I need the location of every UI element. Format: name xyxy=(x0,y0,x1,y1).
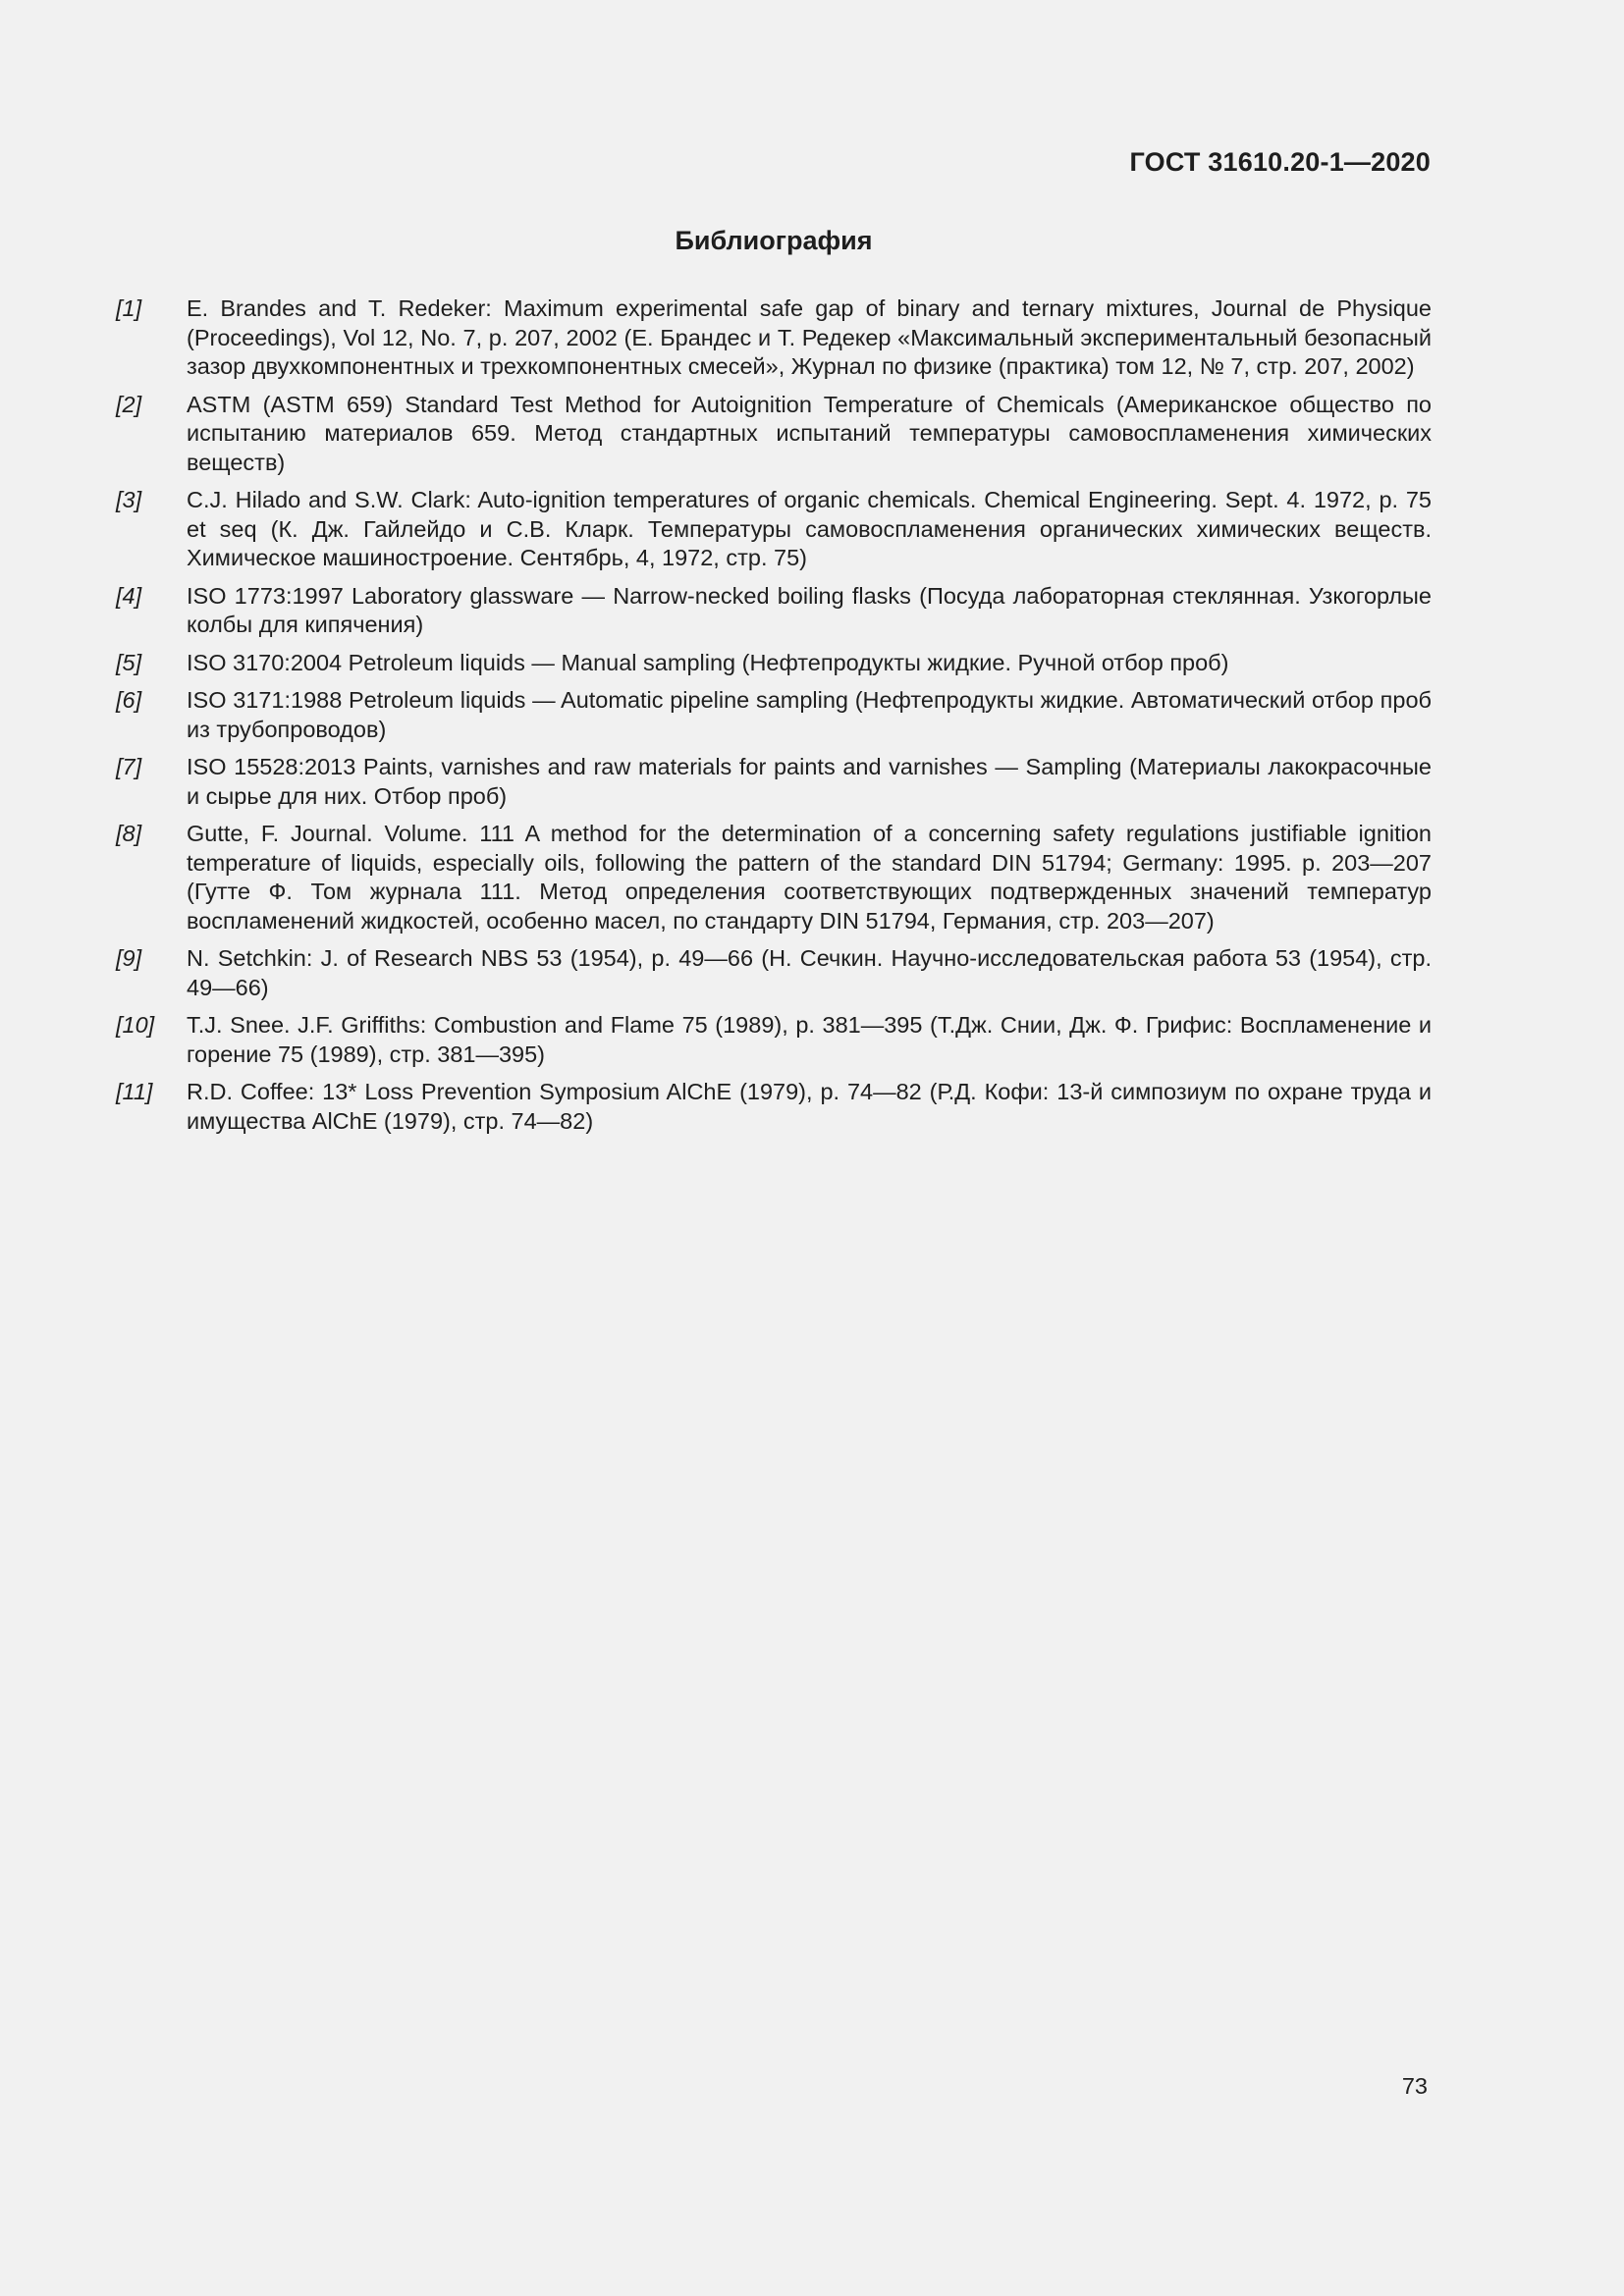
bibliography-item xyxy=(116,486,1432,573)
reference-number: [3] xyxy=(116,487,142,512)
reference-text: C.J. Hilado and S.W. Clark: Auto-ignition temperatures of organic chemicals. Chemical Engineering. Sept. 4. 1972, p. 75 et seq (К. Дж. Гайлейдо и С.В. Кларк. Температуры самовоспламенения органических химических веществ. Химическое машиностроение. Сентябрь, 4, 1972, стр. 75) xyxy=(187,487,1432,570)
reference-number: [5] xyxy=(116,649,142,675)
section-title: Библиография xyxy=(675,226,873,255)
reference-text: T.J. Snee. J.F. Griffiths: Combustion and Flame 75 (1989), p. 381—395 (Т.Дж. Снии, Дж. Ф. Грифис: Воспламенение и горение 75 (1989), стр. 381—395) xyxy=(187,1012,1432,1067)
bibliography-item xyxy=(116,1011,1432,1069)
reference-text: Gutte, F. Journal. Volume. 111 A method for the determination of a concerning safety regulations justifiable ignition temperature of liquids, especially oils, following the pattern of the standard DIN 51794; Germany: 1995. p. 203—207 (Гутте Ф. Том журнала 111. Метод определения соответствующих подтвержденных значений температур воспламенений жидкостей, особенно масел, по стандарту DIN 51794, Германия, стр. 203—207) xyxy=(187,821,1432,934)
reference-number: [7] xyxy=(116,754,142,779)
section-title-wrapper xyxy=(116,226,1432,256)
reference-text: ISO 1773:1997 Laboratory glassware — Narrow-necked boiling flasks (Посуда лабораторная стеклянная. Узкогорлые колбы для кипячения) xyxy=(187,582,1432,637)
reference-text: N. Setchkin: J. of Research NBS 53 (1954), p. 49—66 (Н. Сечкин. Научно-исследовательская работа 53 (1954), стр. 49—66) xyxy=(187,945,1432,1000)
reference-text: ASTM (ASTM 659) Standard Test Method for Autoignition Temperature of Chemicals (Американское общество по испытанию материалов 659. Метод стандартных испытаний температуры самовоспламенения химических веществ) xyxy=(187,391,1432,475)
reference-number: [11] xyxy=(116,1079,153,1104)
bibliography-item xyxy=(116,944,1432,1002)
reference-number: [2] xyxy=(116,391,142,417)
page-number: 73 xyxy=(1401,2073,1428,2099)
reference-number: [6] xyxy=(116,687,142,713)
bibliography-item xyxy=(116,686,1432,744)
reference-number: [1] xyxy=(116,295,142,321)
reference-number: [9] xyxy=(116,945,142,971)
reference-text: ISO 15528:2013 Paints, varnishes and raw materials for paints and varnishes — Sampling (Материалы лакокрасочные и сырье для них. Отбор проб) xyxy=(187,754,1432,809)
reference-number: [4] xyxy=(116,582,142,609)
reference-text: ISO 3171:1988 Petroleum liquids — Automatic pipeline sampling (Нефтепродукты жидкие. Автоматический отбор проб из трубопроводов) xyxy=(187,687,1432,742)
bibliography-item xyxy=(116,582,1432,640)
bibliography-item xyxy=(116,820,1432,935)
bibliography-item xyxy=(116,649,1432,678)
reference-number: [8] xyxy=(116,821,142,846)
reference-text: R.D. Coffee: 13* Loss Prevention Symposium AlChE (1979), p. 74—82 (Р.Д. Кофи: 13-й симпозиум по охране труда и имущества AlChE (1979), стр. 74—82) xyxy=(187,1079,1432,1134)
bibliography-list xyxy=(116,294,1432,1145)
reference-text: E. Brandes and T. Redeker: Maximum experimental safe gap of binary and ternary mixtures, Journal de Physique (Proceedings), Vol 12, No. 7, p. 207, 2002 (Е. Брандес и Т. Редекер «Максимальный экспериментальный безопасный зазор двухкомпонентных и трехкомпонентных смесей», Журнал по физике (практика) том 12, № 7, стр. 207, 2002) xyxy=(187,295,1432,379)
document-code-header: ГОСТ 31610.20-1—2020 xyxy=(1129,147,1431,177)
bibliography-item xyxy=(116,1078,1432,1136)
bibliography-item xyxy=(116,753,1432,811)
reference-number: [10] xyxy=(116,1012,155,1038)
reference-text: ISO 3170:2004 Petroleum liquids — Manual sampling (Нефтепродукты жидкие. Ручной отбор проб) xyxy=(187,649,1229,675)
bibliography-item xyxy=(116,391,1432,478)
bibliography-item xyxy=(116,294,1432,382)
